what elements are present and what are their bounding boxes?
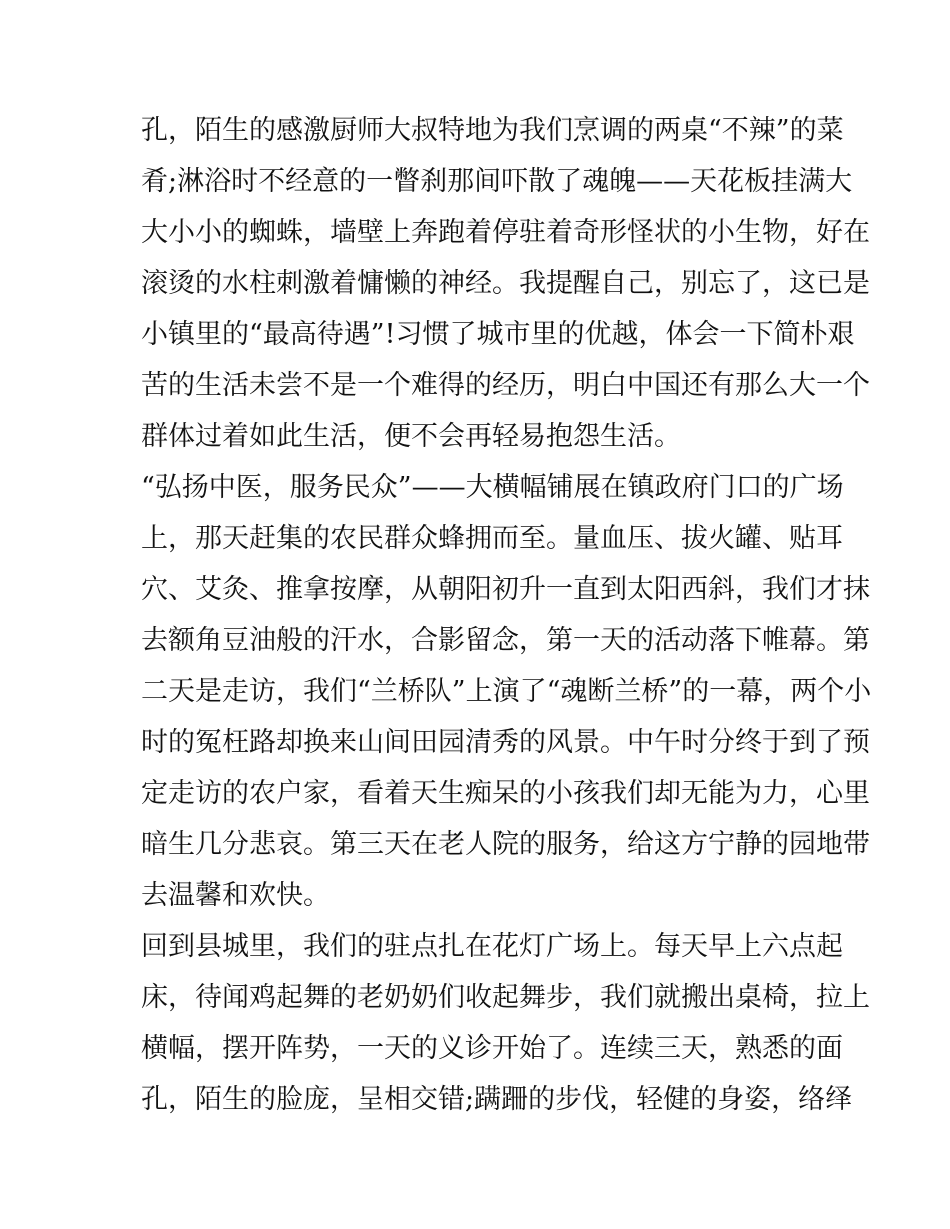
text-line: 床，待闻鸡起舞的老奶奶们收起舞步，我们就搬出桌椅，拉上 — [141, 982, 870, 1013]
text-line: 上，那天赶集的农民群众蜂拥而至。量血压、拔火罐、贴耳 — [141, 523, 843, 554]
text-line: 二天是走访，我们“兰桥队”上演了“魂断兰桥”的一幕，两个小 — [141, 676, 872, 707]
text-line: 小镇里的“最高待遇”!习惯了城市里的优越，体会一下简朴艰 — [141, 319, 855, 350]
text-line: 定走访的农户家，看着天生痴呆的小孩我们却无能为力，心里 — [141, 778, 870, 809]
text-line: 暗生几分悲哀。第三天在老人院的服务，给这方宁静的园地带 — [141, 829, 870, 860]
text-line: “弘扬中医，服务民众”——大横幅铺展在镇政府门口的广场 — [141, 472, 844, 503]
body-text — [141, 105, 872, 1125]
text-line: 大小小的蜘蛛，墙壁上奔跑着停驻着奇形怪状的小生物，好在 — [141, 217, 870, 248]
text-line: 滚烫的水柱刺激着慵懒的神经。我提醒自己，别忘了，这已是 — [141, 268, 870, 299]
text-line: 孔，陌生的脸庞，呈相交错;蹒跚的步伐，轻健的身姿，络绎 — [141, 1084, 853, 1115]
text-line: 回到县城里，我们的驻点扎在花灯广场上。每天早上六点起 — [141, 931, 843, 962]
text-line: 肴;淋浴时不经意的一瞥刹那间吓散了魂魄——天花板挂满大 — [141, 166, 853, 197]
text-line: 时的冤枉路却换来山间田园清秀的风景。中午时分终于到了预 — [141, 727, 870, 758]
text-line: 去额角豆油般的汗水，合影留念，第一天的活动落下帷幕。第 — [141, 625, 870, 656]
text-line: 横幅，摆开阵势，一天的义诊开始了。连续三天，熟悉的面 — [141, 1033, 843, 1064]
text-line: 群体过着如此生活，便不会再轻易抱怨生活。 — [141, 421, 681, 452]
text-line: 穴、艾灸、推拿按摩，从朝阳初升一直到太阳西斜，我们才抹 — [141, 574, 870, 605]
text-line: 孔，陌生的感激厨师大叔特地为我们烹调的两桌“不辣”的菜 — [141, 115, 844, 146]
text-line: 去温馨和欢快。 — [141, 880, 330, 911]
text-line: 苦的生活未尝不是一个难得的经历，明白中国还有那么大一个 — [141, 370, 870, 401]
